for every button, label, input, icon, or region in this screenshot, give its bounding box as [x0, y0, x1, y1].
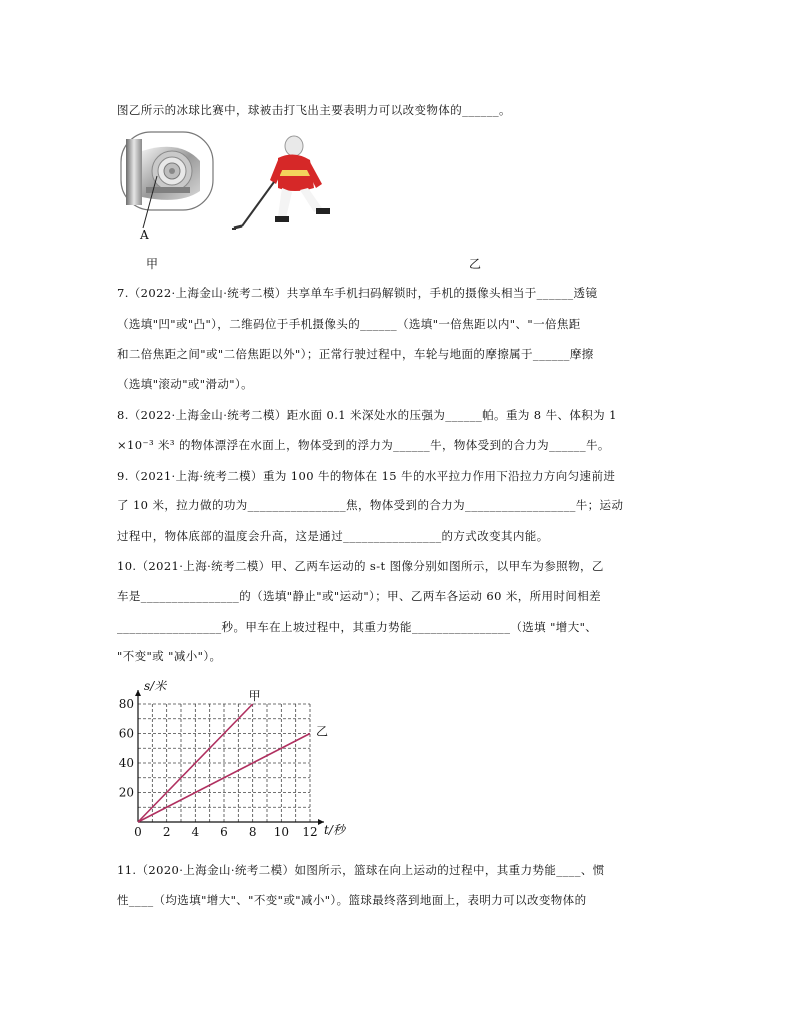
q7-line-2: （选填"凹"或"凸"），二维码位于手机摄像头的______（选填"一倍焦距以内"、"一倍焦距: [117, 317, 581, 331]
figure-jia-pointer-line: [140, 175, 160, 230]
x-tick-label: 2: [162, 825, 171, 839]
q11-line-1: 11.（2020·上海金山·统考二模）如图所示，篮球在向上运动的过程中，其重力势能____、惯: [117, 863, 605, 877]
y-axis-arrow: [135, 690, 141, 696]
figure-jia-illustration: [120, 131, 214, 211]
x-tick-label: 10: [273, 825, 289, 839]
x-tick-label: 8: [248, 825, 257, 839]
y-tick-label: 40: [118, 756, 134, 770]
q9-line-1: 9.（2021·上海·统考二模）重为 100 牛的物体在 15 牛的水平拉力作用下沿拉力方向匀速前进: [117, 469, 616, 483]
y-tick-label: 20: [118, 785, 134, 800]
q10-line-1: 10.（2021·上海·统考二模）甲、乙两车运动的 s-t 图像分别如图所示，以甲车为参照物，乙: [117, 559, 604, 573]
q6-end-text: 图乙所示的冰球比赛中，球被击打飞出主要表明力可以改变物体的______。: [117, 103, 511, 117]
q7-line-3: 和二倍焦距之间"或"二倍焦距以外"）；正常行驶过程中，车轮与地面的摩擦属于______摩擦: [117, 347, 594, 361]
q7-line-4: （选填"滚动"或"滑动"）。: [117, 377, 254, 391]
q9-line-2: 了 10 米，拉力做的功为________________焦，物体受到的合力为__________________牛；运动: [117, 498, 624, 512]
y-tick-label: 60: [118, 726, 134, 741]
q11-line-2: 性____（均选填"增大"、"不变"或"减小"）。篮球最终落到地面上，表明力可以改变物体的: [117, 893, 587, 907]
x-axis-label: t/秒: [324, 823, 345, 837]
series-label-yi: 乙: [316, 724, 329, 739]
figure-yi-hockey-player: [232, 134, 336, 234]
q10-line-2: 车是________________的（选填"静止"或"运动"）；甲、乙两车各运动 60 米，所用时间相差: [117, 589, 602, 603]
q9-line-3: 过程中，物体底部的温度会升高，这是通过________________的方式改变其内能。: [117, 529, 549, 543]
x-tick-label: 0: [134, 825, 142, 839]
x-tick-label: 4: [191, 825, 200, 839]
q10-line-3: _________________秒。甲车在上坡过程中，其重力势能________________（选填 "增大"、: [117, 620, 598, 634]
y-axis-label: s/米: [144, 679, 167, 693]
x-tick-label: 12: [302, 825, 318, 839]
figure-caption-yi: 乙: [469, 257, 482, 271]
y-tick-label: 80: [118, 697, 134, 711]
st-graph-svg: [118, 676, 358, 846]
q7-line-1: 7.（2022·上海金山·统考二模）共享单车手机扫码解锁时，手机的摄像头相当于______透镜: [117, 286, 598, 300]
figure-label-a: A: [140, 228, 149, 242]
q8-line-1: 8.（2022·上海金山·统考二模）距水面 0.1 米深处水的压强为______帕。重为 8 牛、体积为 1: [117, 408, 617, 422]
chart-grid: [138, 704, 310, 822]
st-graph: [118, 676, 358, 846]
q8-line-2: ×10⁻³ 米³ 的物体漂浮在水面上，物体受到的浮力为______牛，物体受到的合力为______牛。: [117, 438, 610, 452]
q10-line-4: "不变"或 "减小"）。: [117, 649, 222, 663]
x-tick-label: 6: [220, 825, 228, 839]
series-label-jia: 甲: [248, 689, 261, 703]
figure-caption-jia: 甲: [146, 257, 159, 271]
